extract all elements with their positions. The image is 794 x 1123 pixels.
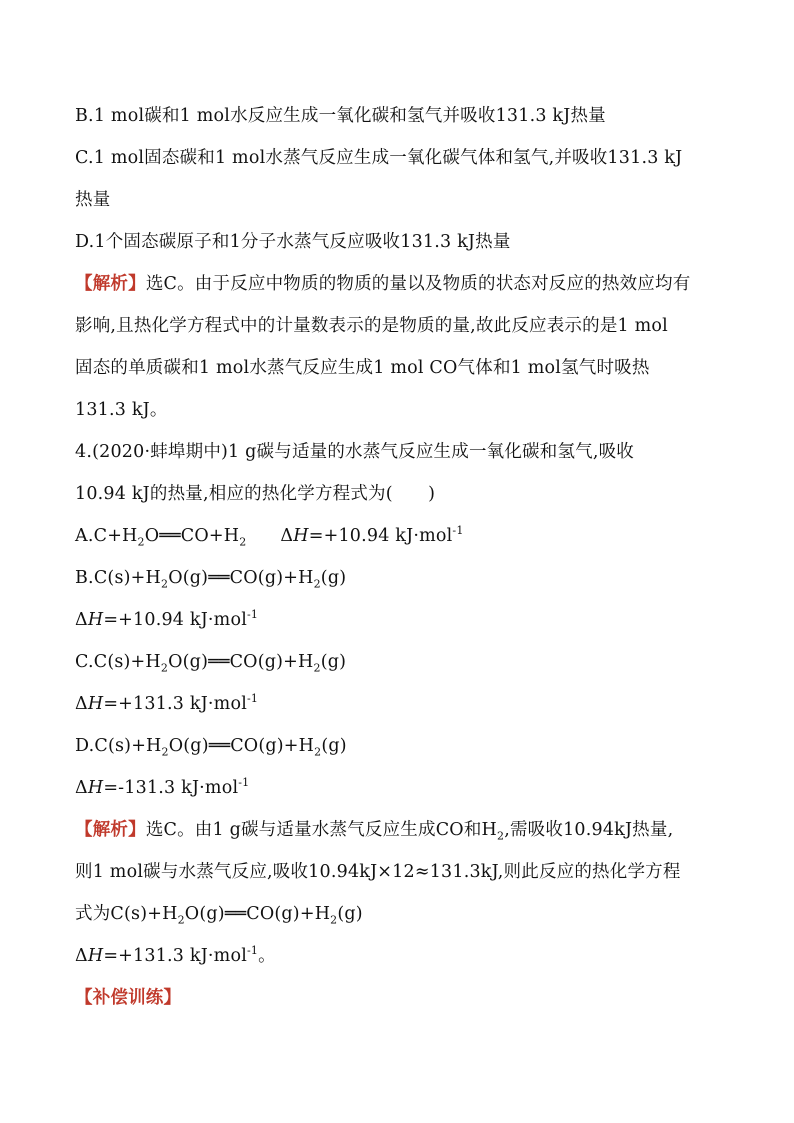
analysis-1-line xyxy=(75,272,690,296)
option-c-enthalpy: ΔH=+131.3 kJ·mol$^{-1}$ xyxy=(75,692,259,714)
option-a-equation: $A.C+H_2O══CO+H_2$ ΔH=+10.94 kJ·mol$^{-1}$ xyxy=(75,524,464,549)
option-b-enthalpy: ΔH=+10.94 kJ·mol$^{-1}$ xyxy=(75,608,259,630)
option-c-equation: $C.C(s)+H_2O(g)══CO(g)+H_2(g)$ xyxy=(75,652,347,675)
question-4-text: 4.(2020·蚌埠期中)1 g碳与适量的水蒸气反应生成一氧化碳和氢气,吸收 xyxy=(75,442,635,462)
option-d-enthalpy: ΔH=-131.3 kJ·mol$^{-1}$ xyxy=(75,776,250,798)
option-b-text: B.1 mol碳和1 mol水反应生成一氧化碳和氢气并吸收131.3 kJ热量 xyxy=(75,106,606,126)
analysis-tag: 【解析】 xyxy=(75,274,146,294)
analysis-2-line-4: ΔH=+131.3 kJ·mol$^{-1}$。 xyxy=(75,944,276,966)
analysis-tag: 【解析】 xyxy=(75,820,146,840)
analysis-1-text: 选C。由于反应中物质的物质的量以及物质的状态对反应的热效应均有 xyxy=(145,274,691,294)
analysis-1-line-3: 固态的单质碳和1 mol水蒸气反应生成1 mol CO气体和1 mol氢气时吸热 xyxy=(75,358,650,378)
analysis-1-line-2: 影响,且热化学方程式中的计量数表示的是物质的量,故此反应表示的是1 mol xyxy=(75,316,668,336)
analysis-2-line-2: 则1 mol碳与水蒸气反应,吸收10.94kJ×12≈131.3kJ,则此反应的热化学方程 xyxy=(75,862,681,882)
question-4-text-cont: 10.94 kJ的热量,相应的热化学方程式为( ) xyxy=(75,484,436,504)
analysis-2-line: 【解析】选C。由1 g碳与适量水蒸气反应生成CO和$H_2$,需吸收10.94kJ热量, xyxy=(75,820,674,843)
option-c-text: C.1 mol固态碳和1 mol水蒸气反应生成一氧化碳气体和氢气,并吸收131.3 kJ xyxy=(75,148,683,168)
section-title: 【补偿训练】 xyxy=(75,988,182,1008)
option-d-equation: $D.C(s)+H_2O(g)══CO(g)+H_2(g)$ xyxy=(75,736,347,759)
option-b-equation: $B.C(s)+H_2O(g)══CO(g)+H_2(g)$ xyxy=(75,568,347,591)
analysis-1-line-4: 131.3 kJ。 xyxy=(75,400,168,420)
option-c-text-cont: 热量 xyxy=(75,190,111,210)
analysis-2-line-3: 式为$C(s)+H_2O(g)══CO(g)+H_2(g)$ xyxy=(75,904,363,927)
option-d-text: D.1个固态碳原子和1分子水蒸气反应吸收131.3 kJ热量 xyxy=(75,232,511,252)
